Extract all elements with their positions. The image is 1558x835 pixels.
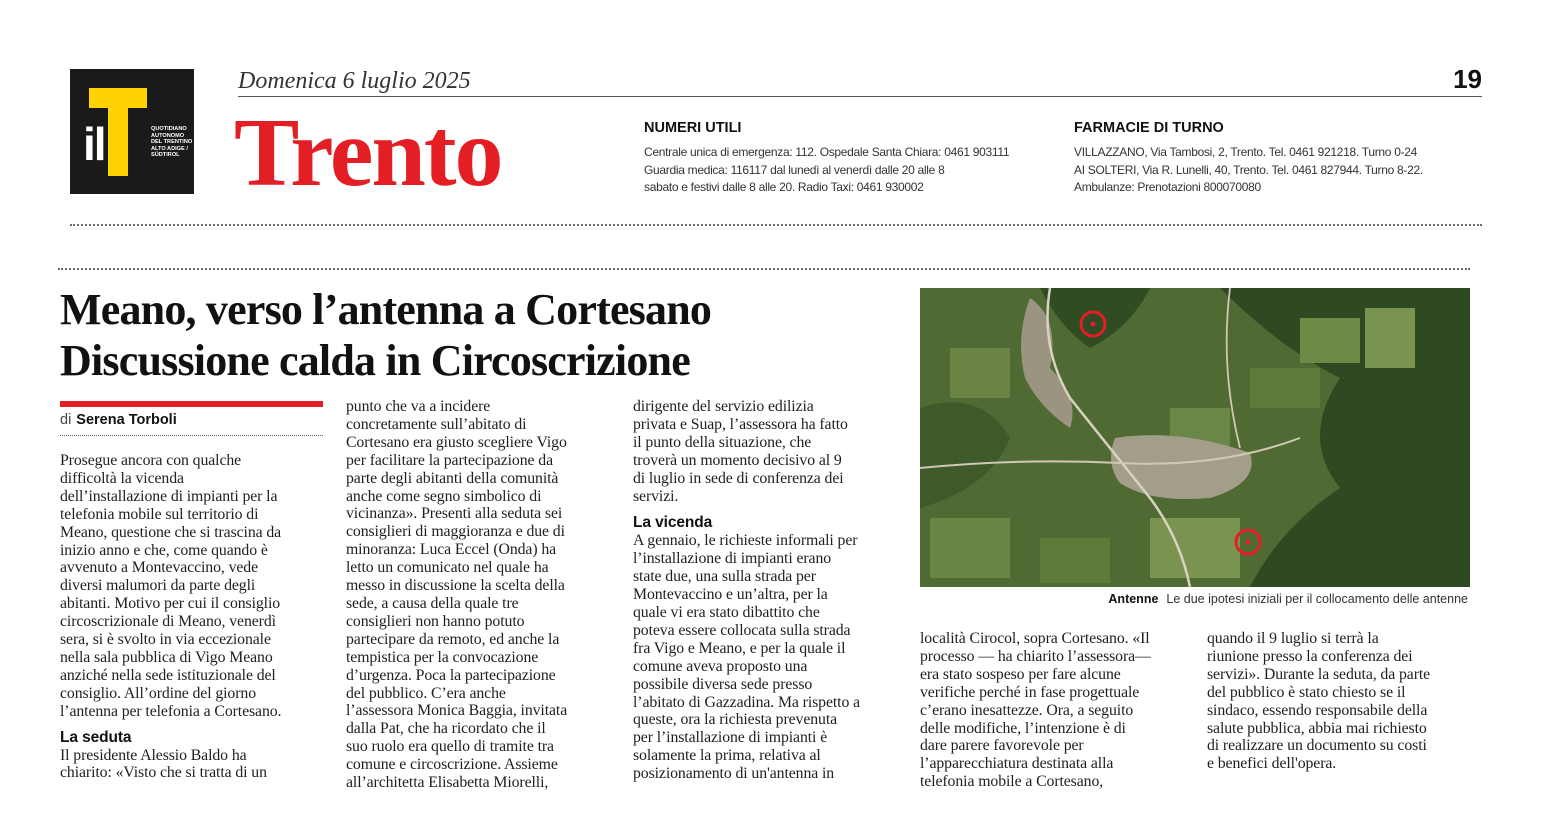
- article-column-4: località Cirocol, sopra Cortesano. «Il processo — ha chiarito l’assessora— era stato sospeso per fare alcune verifiche perché in fase progettuale c’erano inesattezze. Ora, a seguito delle modifiche, l’intenzione è di dare parere favorevole per l’apparecchiatura destinata alla telefonia mobile a Cortesano,: [920, 630, 1151, 791]
- article-column-3: dirigente del servizio edilizia privata e Suap, l’assessora ha fatto il punto della situazione, che troverà un momento decisivo al 9 di luglio in sede di conferenza dei servizi. La vicenda A gennaio, le richieste informali per l’installazione di impianti erano state due, una sulla strada per Montevaccino e un’altra, per la quale vi era stato dibattito che poteva essere collocata sulla strada fra Vigo e Meano, e per la quale il comune aveva proposto una possibile diversa sede presso l’abitato di Gazzadina. Ma rispetto a queste, ora la richiesta prevenuta per l’installazione di impianti è solamente la prima, relativa al posizionamento di un'antenna in: [633, 398, 861, 783]
- article-column-1: Prosegue ancora con qualche difficoltà la vicenda dell’installazione di impianti per la telefonia mobile sul territorio di Meano, questione che si trascina da inizio anno e che, come quando è avvenuto a Montevaccino, vede diversi malumori da parte degli abitanti. Motivo per cui il consiglio circoscrizionale di Meano, venerdì sera, si è svolto in via eccezionale nella sala pubblica di Vigo Meano anziché nella sede istituzionale del consiglio. All’ordine del giorno l’antenna per telefonia a Cortesano. La seduta Il presidente Alessio Baldo ha chiarito: «Visto che si tratta di un: [60, 452, 282, 782]
- author-name: Serena Torboli: [76, 412, 177, 428]
- page-number: 19: [1453, 64, 1482, 94]
- farmacie-text: VILLAZZANO, Via Tambosi, 2, Trento. Tel. 0461 921218. Turno 0-24 AI SOLTERI, Via R. Lunelli, 40, Trento. Tel. 0461 827944. Turno 8-22. Ambulanze: Prenotazioni 800070080: [1074, 145, 1423, 194]
- masthead-divider: [70, 224, 1482, 226]
- newspaper-logo: [70, 69, 194, 194]
- byline-accent-bar: [60, 401, 323, 407]
- byline: di Serena Torboli: [60, 412, 177, 428]
- logo-tagline: QUOTIDIANO AUTONOMO DEL TRENTINO ALTO ADIGE / SÜDTIROL: [151, 126, 193, 159]
- numeri-utili-title: NUMERI UTILI: [644, 120, 742, 136]
- header-rule: [238, 96, 1482, 97]
- numeri-utili-text: Centrale unica di emergenza: 112. Ospedale Santa Chiara: 0461 903111 Guardia medica: 116117 dal lunedì al venerdì dalle 20 alle 8 sabato e festivi dalle 8 alle 20. Radio Taxi: 0461 930002: [644, 145, 1010, 194]
- logo-text: il: [83, 118, 105, 170]
- aerial-photo: [920, 288, 1470, 587]
- article-column-5: quando il 9 luglio si terrà la riunione presso la conferenza dei servizi». Durante la seduta, da parte del pubblico è stato chiesto se il sindaco, essendo responsabile della salute pubblica, abbia mai richiesto di realizzare un documento su costi e benefici dell'opera.: [1207, 630, 1431, 773]
- farmacie-box: [1074, 120, 1423, 197]
- farmacie-title: FARMACIE DI TURNO: [1074, 120, 1224, 136]
- byline-rule: [60, 435, 323, 436]
- logo-t-stem: [108, 88, 128, 176]
- subhead-la-vicenda: La vicenda: [633, 514, 713, 532]
- article-column-2: punto che va a incidere concretamente sull’abitato di Cortesano era giusto scegliere Vigo per facilitare la partecipazione da parte degli abitanti della comunità anche come segno simbolico di vicinanza». Presenti alla seduta sei consiglieri di maggioranza e due di minoranza: Luca Eccel (Onda) ha letto un comunicato nel quale ha messo in discussione la scelta della sede, a causa della quale tre consiglieri non hanno potuto partecipare da remoto, ed anche la tempistica per la convocazione d’urgenza. Poca la partecipazione del pubblico. C’era anche l’assessora Monica Baggia, invitata dalla Pat, che ha ricordato che il suo ruolo era quello di tramite tra comune e circoscrizione. Assieme all’architetta Elisabetta Miorelli,: [346, 398, 568, 792]
- subhead-la-seduta: La seduta: [60, 728, 132, 746]
- photo-caption: Antenne Le due ipotesi iniziali per il collocamento delle antenne: [1108, 592, 1468, 606]
- section-title: Trento: [234, 99, 502, 207]
- article-headline: Meano, verso l’antenna a Cortesano Discussione calda in Circoscrizione: [60, 285, 712, 385]
- issue-date: Domenica 6 luglio 2025: [238, 68, 471, 94]
- numeri-utili-box: [644, 120, 1009, 197]
- article-divider: [58, 268, 1470, 270]
